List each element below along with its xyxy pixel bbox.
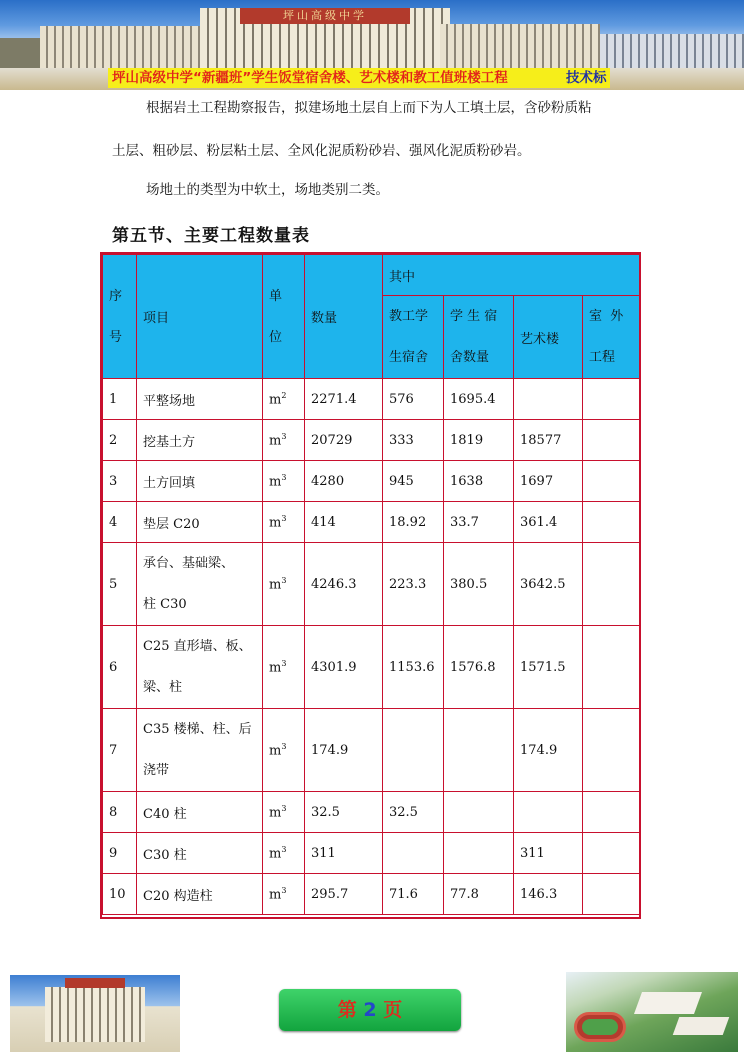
header-item: 项目 (137, 255, 263, 379)
header-qty: 数量 (305, 255, 383, 379)
cell-no: 3 (103, 461, 137, 502)
cell-item-line: 挖基土方 (143, 434, 196, 450)
table-header-row (103, 255, 640, 296)
unit-exponent: 3 (281, 575, 287, 585)
table-row (103, 626, 640, 709)
cell-d (583, 626, 640, 709)
page-number: 2 (363, 999, 377, 1021)
cell-no: 8 (103, 792, 137, 833)
header-col-b (444, 296, 514, 379)
unit-exponent: 3 (281, 513, 287, 523)
cell-d (583, 874, 640, 915)
cell-d (583, 833, 640, 874)
cell-no: 4 (103, 502, 137, 543)
unit-exponent: 3 (281, 741, 287, 751)
unit-base: m (269, 392, 282, 408)
cell-b: 33.7 (444, 502, 514, 543)
cell-item (137, 709, 263, 792)
cell-c: 18577 (514, 420, 583, 461)
header-col-c: 艺术楼 (514, 296, 583, 379)
cell-d (583, 502, 640, 543)
cell-qty: 4301.9 (305, 626, 383, 709)
unit-base: m (269, 515, 282, 531)
cell-item (137, 874, 263, 915)
header-col-a-line: 生宿舍 (389, 350, 429, 365)
cell-item-line: 梁、柱 (143, 680, 183, 695)
header-group: 其中 (383, 255, 640, 296)
cell-d (583, 709, 640, 792)
unit-base: m (269, 660, 282, 676)
document-title: 坪山高级中学“新疆班”学生饭堂宿舍楼、艺术楼和教工值班楼工程 (112, 70, 508, 86)
cell-b: 1638 (444, 461, 514, 502)
cell-unit (263, 626, 305, 709)
unit-exponent: 3 (281, 431, 287, 441)
unit-exponent: 3 (281, 885, 287, 895)
cell-unit (263, 874, 305, 915)
unit-base: m (269, 743, 282, 759)
campus-aerial-photo-right (566, 972, 738, 1052)
table-row (103, 543, 640, 626)
cell-qty: 4246.3 (305, 543, 383, 626)
unit-base: m (269, 577, 282, 593)
unit-exponent: 3 (281, 844, 287, 854)
header-no-line: 序 (109, 288, 123, 304)
cell-b: 1576.8 (444, 626, 514, 709)
unit-base: m (269, 474, 282, 490)
cell-c: 146.3 (514, 874, 583, 915)
cell-item-line: C30 柱 (143, 847, 187, 863)
cell-item-line: C40 柱 (143, 806, 187, 822)
school-sign: 坪山高级中学 (240, 8, 410, 24)
cell-no: 5 (103, 543, 137, 626)
cell-qty: 32.5 (305, 792, 383, 833)
table-row (103, 792, 640, 833)
photo-building (673, 1017, 730, 1035)
cell-d (583, 792, 640, 833)
header-unit-line: 位 (269, 329, 283, 345)
unit-exponent: 2 (281, 390, 287, 400)
cell-unit (263, 461, 305, 502)
cell-unit (263, 379, 305, 420)
cell-qty: 414 (305, 502, 383, 543)
table-row (103, 874, 640, 915)
paragraph-3: 场地土的类型为中软土，场地类别二类。 (146, 182, 389, 198)
cell-a: 18.92 (383, 502, 444, 543)
unit-exponent: 3 (281, 472, 287, 482)
cell-b: 1819 (444, 420, 514, 461)
cell-unit (263, 833, 305, 874)
cell-no: 9 (103, 833, 137, 874)
cell-no: 1 (103, 379, 137, 420)
page-suffix: 页 (383, 999, 403, 1021)
cell-no: 10 (103, 874, 137, 915)
cell-qty: 311 (305, 833, 383, 874)
header-no (103, 255, 137, 379)
cell-a: 576 (383, 379, 444, 420)
cell-item-line: 平整场地 (143, 393, 196, 409)
cell-item (137, 379, 263, 420)
banner-building (40, 26, 210, 68)
header-col-b-line: 学 生 宿 (450, 309, 498, 324)
cell-c: 361.4 (514, 502, 583, 543)
cell-c: 311 (514, 833, 583, 874)
table-row (103, 379, 640, 420)
cell-item-line: C20 构造柱 (143, 888, 213, 904)
cell-item (137, 461, 263, 502)
cell-item-line: 浇带 (143, 763, 170, 778)
cell-no: 7 (103, 709, 137, 792)
cell-item (137, 833, 263, 874)
unit-exponent: 3 (281, 803, 287, 813)
cell-c: 1697 (514, 461, 583, 502)
cell-unit (263, 792, 305, 833)
cell-item (137, 626, 263, 709)
cell-qty: 4280 (305, 461, 383, 502)
header-col-d-line: 工程 (589, 350, 616, 365)
cell-c (514, 379, 583, 420)
cell-item-line: C25 直形墙、板、 (143, 639, 252, 654)
cell-d (583, 461, 640, 502)
cell-a: 945 (383, 461, 444, 502)
cell-a: 333 (383, 420, 444, 461)
quantity-table (102, 254, 640, 915)
cell-a: 1153.6 (383, 626, 444, 709)
cell-item-line: C35 楼梯、柱、后 (143, 722, 252, 737)
cell-b (444, 792, 514, 833)
header-unit-line: 单 (269, 288, 283, 304)
unit-base: m (269, 887, 282, 903)
cell-unit (263, 543, 305, 626)
cell-qty: 174.9 (305, 709, 383, 792)
cell-item (137, 792, 263, 833)
cell-item (137, 543, 263, 626)
table-row (103, 833, 640, 874)
page-number-label[interactable] (279, 989, 461, 1031)
school-photo-left (10, 975, 180, 1052)
unit-exponent: 3 (281, 658, 287, 668)
page-prefix: 第 (337, 999, 357, 1021)
cell-item-line: 承台、基础梁、 (143, 556, 235, 571)
cell-c (514, 792, 583, 833)
cell-b (444, 709, 514, 792)
cell-item-line: 柱 C30 (143, 597, 187, 612)
cell-qty: 2271.4 (305, 379, 383, 420)
unit-base: m (269, 433, 282, 449)
header-col-b-line: 舍数量 (450, 350, 490, 365)
cell-b: 77.8 (444, 874, 514, 915)
cell-item-line: 土方回填 (143, 475, 196, 491)
photo-building (45, 987, 145, 1042)
cell-d (583, 379, 640, 420)
cell-d (583, 543, 640, 626)
header-col-a (383, 296, 444, 379)
cell-qty: 295.7 (305, 874, 383, 915)
document-tag: 技术标 (566, 70, 607, 86)
cell-unit (263, 420, 305, 461)
cell-b (444, 833, 514, 874)
cell-c: 174.9 (514, 709, 583, 792)
header-col-d-line: 室 外 (589, 309, 624, 324)
cell-c: 3642.5 (514, 543, 583, 626)
cell-a: 223.3 (383, 543, 444, 626)
cell-no: 6 (103, 626, 137, 709)
unit-base: m (269, 846, 282, 862)
cell-unit (263, 709, 305, 792)
header-col-a-line: 教工学 (389, 309, 429, 324)
banner-building (600, 34, 744, 68)
cell-item (137, 420, 263, 461)
cell-a: 71.6 (383, 874, 444, 915)
table-row (103, 420, 640, 461)
cell-b: 1695.4 (444, 379, 514, 420)
cell-a (383, 709, 444, 792)
cell-item-line: 垫层 C20 (143, 516, 200, 532)
table-row (103, 461, 640, 502)
header-no-line: 号 (109, 329, 123, 345)
table-row (103, 502, 640, 543)
cell-a (383, 833, 444, 874)
section-heading: 第五节、主要工程数量表 (112, 226, 310, 246)
sports-field (582, 1019, 618, 1035)
cell-a: 32.5 (383, 792, 444, 833)
cell-d (583, 420, 640, 461)
photo-building (634, 992, 702, 1014)
cell-no: 2 (103, 420, 137, 461)
paragraph-1: 根据岩土工程勘察报告，拟建场地土层自上而下为人工填土层，含砂粉质粘 (146, 100, 592, 116)
cell-qty: 20729 (305, 420, 383, 461)
header-unit (263, 255, 305, 379)
table-row (103, 709, 640, 792)
cell-unit (263, 502, 305, 543)
banner-building (440, 24, 600, 68)
photo-sign (65, 978, 125, 988)
cell-item (137, 502, 263, 543)
paragraph-2: 土层、粗砂层、粉层粘土层、全风化泥质粉砂岩、强风化泥质粉砂岩。 (112, 143, 531, 159)
header-col-d (583, 296, 640, 379)
cell-b: 380.5 (444, 543, 514, 626)
cell-c: 1571.5 (514, 626, 583, 709)
unit-base: m (269, 805, 282, 821)
